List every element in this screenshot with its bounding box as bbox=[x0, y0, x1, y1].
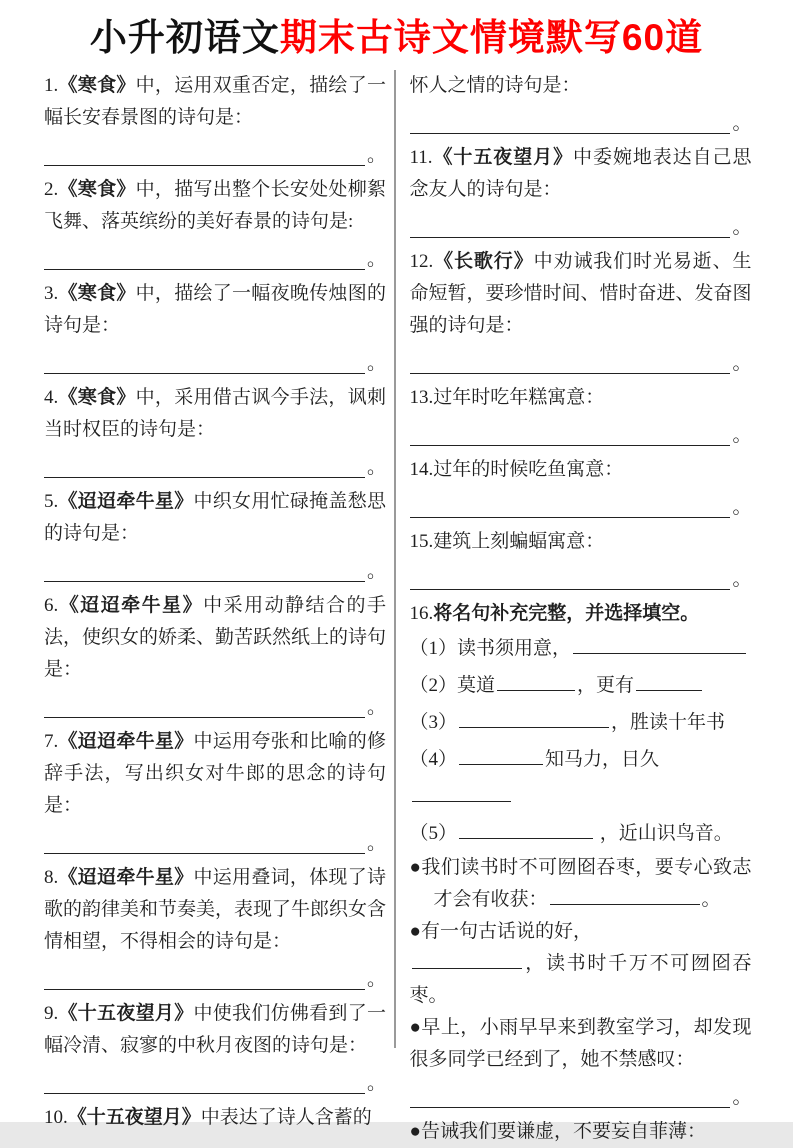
text-run: 10. bbox=[44, 1107, 68, 1128]
answer-bullet-3-row bbox=[410, 1082, 752, 1108]
page-title bbox=[0, 0, 793, 62]
period-mark: 。 bbox=[732, 217, 752, 238]
fill-3 bbox=[410, 704, 752, 741]
text-run: 4. bbox=[44, 387, 59, 408]
answer-10-underline[interactable] bbox=[410, 107, 731, 134]
question-8 bbox=[44, 862, 386, 958]
period-mark: 。 bbox=[366, 969, 386, 990]
text-run: （3） bbox=[409, 712, 458, 733]
text-run: ，胜读十年书 bbox=[611, 712, 726, 733]
answer-9-underline[interactable] bbox=[44, 1067, 365, 1094]
work-title-bold: 《寒食》 bbox=[58, 179, 136, 200]
text-run: 1. bbox=[44, 75, 59, 96]
question-7 bbox=[44, 726, 386, 822]
work-title-bold: 《十五夜望月》 bbox=[58, 1003, 194, 1024]
answer-7-underline[interactable] bbox=[44, 827, 365, 854]
answer-2-underline[interactable] bbox=[44, 243, 365, 270]
answer-4-row bbox=[44, 452, 386, 478]
question-10 bbox=[44, 1102, 386, 1134]
question-3 bbox=[44, 278, 386, 342]
period-mark: 。 bbox=[366, 697, 386, 718]
bullet-2-blank-2[interactable] bbox=[412, 953, 522, 969]
period-mark: 。 bbox=[366, 145, 386, 166]
column-left bbox=[44, 70, 394, 1148]
text-run: 11. bbox=[409, 147, 433, 168]
answer-5-underline[interactable] bbox=[44, 555, 365, 582]
answer-5-row bbox=[44, 556, 386, 582]
answer-9-row bbox=[44, 1068, 386, 1094]
work-title-bold: 将名句补充完整，并选择填空。 bbox=[433, 603, 700, 624]
answer-8-row bbox=[44, 964, 386, 990]
period-mark: 。 bbox=[366, 249, 386, 270]
text-run: ，更有 bbox=[577, 675, 635, 696]
answer-3-row bbox=[44, 348, 386, 374]
question-2 bbox=[44, 174, 386, 238]
work-title-bold: 《迢迢牵牛星》 bbox=[58, 491, 194, 512]
question-1 bbox=[44, 70, 386, 134]
answer-12-row bbox=[410, 348, 752, 374]
question-9 bbox=[44, 998, 386, 1062]
text-run: 中劝诫我们时光易逝、生命短暂，要珍惜时间、惜时奋进、发奋图强的诗句是： bbox=[409, 251, 752, 336]
text-run: ●早上，小雨早早来到教室学习，却发现很多同学已经到了，她不禁感叹： bbox=[409, 1017, 752, 1070]
text-run: 14.过年的时候吃鱼寓意： bbox=[409, 459, 624, 480]
answer-bullet-3-underline[interactable] bbox=[410, 1081, 731, 1108]
period-mark: 。 bbox=[732, 425, 752, 446]
answer-1-row bbox=[44, 140, 386, 166]
question-6 bbox=[44, 590, 386, 686]
text-run: 16. bbox=[409, 603, 434, 624]
fill-1 bbox=[410, 630, 752, 667]
bullet-3 bbox=[410, 1012, 752, 1076]
question-15 bbox=[410, 526, 752, 558]
answer-13-underline[interactable] bbox=[410, 419, 731, 446]
text-run: 15.建筑上刻蝙蝠寓意： bbox=[409, 531, 605, 552]
question-11 bbox=[410, 142, 752, 206]
text-run: 中使我们仿佛看到了一幅冷清、寂寥的中秋月夜图的诗句是： bbox=[44, 1003, 386, 1056]
text-run: 中运用夸张和比喻的修辞手法，写出织女对牛郎的思念的诗句是： bbox=[44, 731, 386, 816]
work-title-bold: 《迢迢牵牛星》 bbox=[58, 595, 204, 616]
work-title-bold: 《迢迢牵牛星》 bbox=[58, 731, 194, 752]
fill-3-blank-1[interactable] bbox=[459, 712, 609, 728]
question-13 bbox=[410, 382, 752, 414]
answer-3-underline[interactable] bbox=[44, 347, 365, 374]
answer-8-underline[interactable] bbox=[44, 963, 365, 990]
text-run: 。 bbox=[701, 889, 721, 910]
period-mark: 。 bbox=[366, 833, 386, 854]
answer-2-row bbox=[44, 244, 386, 270]
bullet-2 bbox=[410, 916, 752, 1012]
answer-4-underline[interactable] bbox=[44, 451, 365, 478]
answer-12-underline[interactable] bbox=[410, 347, 731, 374]
fill-5 bbox=[410, 815, 752, 852]
period-mark: 。 bbox=[732, 569, 752, 590]
fill-2-blank-3[interactable] bbox=[636, 675, 702, 691]
period-mark: 。 bbox=[366, 1073, 386, 1094]
text-run: ●我们读书时不可囫囵吞枣，要专心致志才会有收获： bbox=[409, 857, 752, 910]
text-run: 中表达了诗人含蓄的 bbox=[200, 1107, 372, 1128]
text-run: （4） bbox=[409, 749, 458, 770]
text-run: 中织女用忙碌掩盖愁思的诗句是： bbox=[44, 491, 386, 544]
question-12 bbox=[410, 246, 752, 342]
fill-5-blank-1[interactable] bbox=[459, 823, 593, 839]
text-run: 中，运用双重否定，描绘了一幅长安春景图的诗句是： bbox=[44, 75, 386, 128]
work-title-bold: 《寒食》 bbox=[58, 75, 136, 96]
answer-15-underline[interactable] bbox=[410, 563, 731, 590]
text-run: （2）莫道 bbox=[409, 675, 496, 696]
fill-2-blank-1[interactable] bbox=[497, 675, 575, 691]
answer-7-row bbox=[44, 828, 386, 854]
period-mark: 。 bbox=[732, 497, 752, 518]
period-mark: 。 bbox=[732, 1087, 752, 1108]
text-run: 中运用叠词，体现了诗歌的韵律美和节奏美，表现了牛郎织女含情相望，不得相会的诗句是： bbox=[44, 867, 387, 952]
text-run: 中，描写出整个长安处处柳絮飞舞、落英缤纷的美好春景的诗句是: bbox=[44, 179, 386, 232]
answer-6-underline[interactable] bbox=[44, 691, 365, 718]
period-mark: 。 bbox=[366, 561, 386, 582]
fill-2 bbox=[410, 667, 752, 704]
text-run: （5） bbox=[409, 823, 458, 844]
question-14 bbox=[410, 454, 752, 486]
text-run: 8. bbox=[44, 867, 59, 888]
answer-14-row bbox=[410, 492, 752, 518]
bullet-1-blank-1[interactable] bbox=[550, 889, 700, 905]
column-right bbox=[396, 70, 752, 1148]
question-10-continued bbox=[410, 70, 752, 102]
period-mark: 。 bbox=[732, 113, 752, 134]
text-run: 9. bbox=[44, 1003, 59, 1024]
text-run: 中采用动静结合的手法，使织女的娇柔、勤苦跃然纸上的诗句是： bbox=[44, 595, 387, 680]
two-column-layout bbox=[44, 70, 793, 1148]
question-5 bbox=[44, 486, 386, 550]
text-run: ●告诫我们要谦虚，不要妄自菲薄： bbox=[409, 1121, 706, 1142]
answer-15-row bbox=[410, 564, 752, 590]
text-run: 3. bbox=[44, 283, 59, 304]
text-run: ，读书时千万不可囫囵吞枣。 bbox=[409, 953, 752, 1006]
answer-6-row bbox=[44, 692, 386, 718]
fill-4-blank-3[interactable] bbox=[412, 786, 511, 802]
bullet-4 bbox=[410, 1116, 752, 1148]
fill-1-blank-1[interactable] bbox=[573, 638, 746, 654]
work-title-bold: 《寒食》 bbox=[58, 283, 136, 304]
bullet-1 bbox=[410, 852, 752, 916]
text-run: 2. bbox=[44, 179, 59, 200]
fill-4 bbox=[410, 741, 752, 815]
work-title-bold: 《十五夜望月》 bbox=[432, 147, 574, 168]
text-run: 怀人之情的诗句是： bbox=[409, 75, 581, 96]
text-run: 中，描绘了一幅夜晚传烛图的诗句是： bbox=[44, 283, 386, 336]
period-mark: 。 bbox=[732, 353, 752, 374]
answer-11-underline[interactable] bbox=[410, 211, 731, 238]
text-run: 中，采用借古讽今手法，讽刺当时权臣的诗句是： bbox=[44, 387, 386, 440]
question-4 bbox=[44, 382, 386, 446]
text-run: 中委婉地表达自己思念友人的诗句是： bbox=[409, 147, 752, 200]
text-run: 12. bbox=[409, 251, 434, 272]
answer-14-underline[interactable] bbox=[410, 491, 731, 518]
fill-4-blank-1[interactable] bbox=[459, 749, 543, 765]
answer-10-row bbox=[410, 108, 752, 134]
text-run: （1）读书须用意， bbox=[409, 638, 572, 659]
answer-13-row bbox=[410, 420, 752, 446]
period-mark: 。 bbox=[366, 353, 386, 374]
text-run: ●有一句古话说的好， bbox=[409, 921, 592, 942]
answer-11-row bbox=[410, 212, 752, 238]
page-title-black: 小升初语文 bbox=[89, 17, 280, 58]
text-run: 13.过年时吃年糕寓意： bbox=[409, 387, 605, 408]
page-title-red: 期末古诗文情境默写60道 bbox=[279, 17, 704, 58]
text-run: 知马力，日久 bbox=[545, 749, 660, 770]
text-run: 6. bbox=[44, 595, 59, 616]
text-run: 7. bbox=[44, 731, 59, 752]
text-run: 5. bbox=[44, 491, 59, 512]
work-title-bold: 《迢迢牵牛星》 bbox=[58, 867, 194, 888]
text-run: ，近山识鸟音。 bbox=[595, 823, 733, 844]
work-title-bold: 《十五夜望月》 bbox=[67, 1107, 201, 1128]
question-16 bbox=[410, 598, 752, 630]
period-mark: 。 bbox=[366, 457, 386, 478]
work-title-bold: 《寒食》 bbox=[58, 387, 136, 408]
work-title-bold: 《长歌行》 bbox=[433, 251, 534, 272]
answer-1-underline[interactable] bbox=[44, 139, 365, 166]
